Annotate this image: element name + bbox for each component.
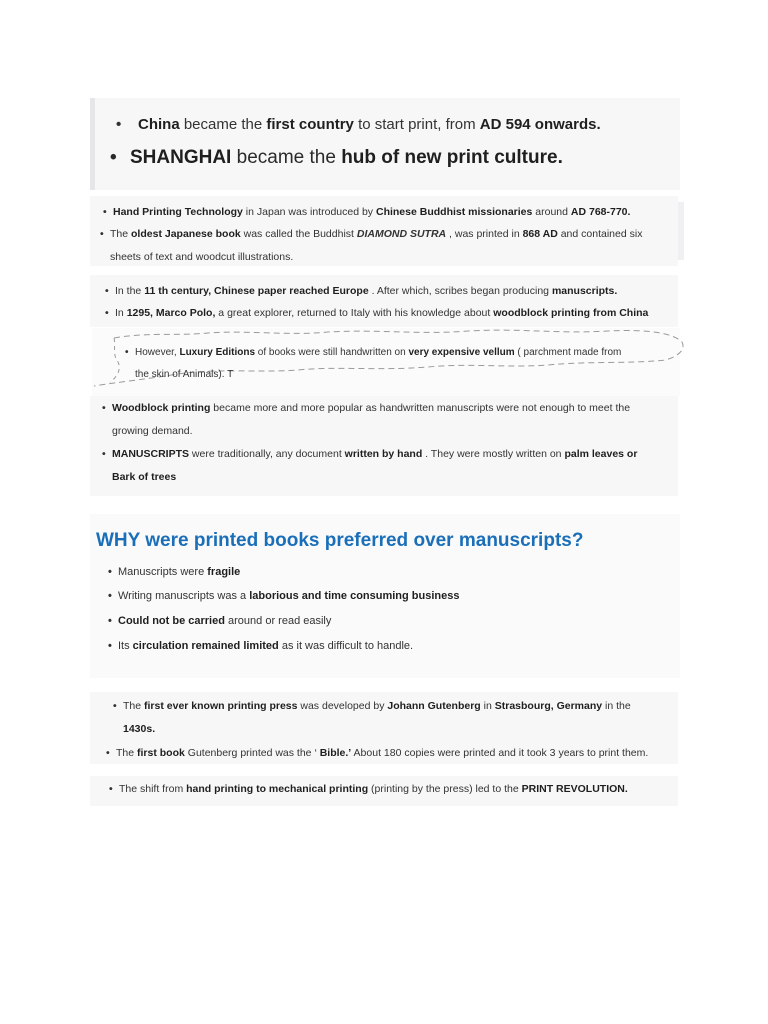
list-item	[118, 566, 240, 579]
text: However,	[135, 347, 180, 358]
hand-printing-line	[113, 206, 630, 219]
bold-text: laborious and time consuming business	[249, 590, 460, 602]
woodblock-line-cont: growing demand.	[112, 425, 193, 437]
bold-text: first ever known printing press	[144, 700, 298, 712]
text: . After which, scribes began producing	[368, 285, 552, 297]
text: Its	[118, 640, 133, 652]
text: in Japan was introduced by	[242, 206, 376, 218]
text: In the	[115, 285, 145, 297]
bold-text: hand printing to mechanical printing	[186, 783, 369, 795]
text: around or read easily	[224, 615, 332, 627]
bold-text: written by hand	[344, 448, 423, 460]
luxury-editions-line	[135, 346, 621, 359]
text: The	[123, 700, 145, 712]
china-first-country-line	[138, 116, 601, 133]
text: The	[110, 228, 132, 240]
text: About 180 copies were printed and it took 3 years to print them.	[351, 747, 649, 759]
bold-text: China	[138, 116, 180, 133]
text: around	[532, 206, 571, 218]
bold-text: Johann Gutenberg	[387, 700, 481, 712]
print-revolution-line	[119, 783, 628, 796]
bold-text: Woodblock printing	[112, 402, 211, 414]
section-heading: WHY were printed books preferred over manuscripts?	[96, 530, 584, 551]
bold-text: circulation remained limited	[132, 640, 279, 652]
bold-text: hub of new print culture.	[341, 147, 563, 168]
bold-text: palm leaves or	[564, 448, 638, 460]
manuscripts-line	[112, 448, 637, 461]
text: of books were still handwritten on	[255, 347, 409, 358]
text: Manuscripts were	[118, 566, 208, 578]
text: became more and more popular as handwritten manuscripts were not enough to meet the	[210, 402, 631, 414]
bold-text: Luxury Editions	[179, 347, 256, 358]
diamond-sutra-line	[110, 228, 642, 241]
bold-text: SHANGHAI	[130, 147, 232, 168]
text: in	[480, 700, 495, 712]
list-item	[118, 615, 331, 628]
bold-text: Hand Printing Technology	[113, 206, 243, 218]
text: became the	[231, 147, 342, 168]
bold-text: PRINT REVOLUTION.	[521, 783, 628, 795]
bold-text: AD 768-770.	[570, 206, 631, 218]
bold-italic-text: DIAMOND SUTRA	[356, 228, 447, 240]
text: (printing by the press) led to the	[368, 783, 522, 795]
text: Gutenberg printed was the ‘	[184, 747, 320, 759]
printing-press-line-cont: 1430s.	[123, 723, 156, 735]
bold-text: Chinese Buddhist missionaries	[375, 206, 533, 218]
block-edge	[90, 98, 95, 190]
text: ( parchment made from	[514, 347, 622, 358]
text: to start print, from	[353, 116, 480, 133]
bold-text: oldest Japanese book	[131, 228, 241, 240]
bold-text: manuscripts.	[551, 285, 618, 297]
manuscripts-line-cont: Bark of trees	[112, 471, 177, 483]
bold-text: vellum	[480, 347, 515, 358]
text: The	[116, 747, 138, 759]
bold-text: woodblock printing from China	[493, 307, 649, 319]
text: , was printed in	[446, 228, 523, 240]
text: was developed by	[297, 700, 388, 712]
text: and contained six	[557, 228, 643, 240]
bold-text: 11 th century, Chinese paper reached Europe	[144, 285, 369, 297]
first-book-line	[116, 747, 648, 760]
text: as it was difficult to handle.	[278, 640, 414, 652]
diamond-sutra-line-cont: sheets of text and woodcut illustrations.	[110, 251, 294, 263]
bold-text: Bible.’	[319, 747, 352, 759]
intro-block	[90, 98, 680, 190]
list-item	[118, 640, 413, 653]
luxury-editions-block	[92, 328, 680, 396]
list-item	[118, 590, 460, 603]
text: . They were mostly written on	[422, 448, 565, 460]
text: became the	[179, 116, 267, 133]
marco-polo-line	[115, 307, 648, 320]
text: In	[115, 307, 127, 319]
woodblock-line	[112, 402, 630, 415]
bold-text: MANUSCRIPTS	[112, 448, 190, 460]
bold-text: very expensive	[408, 347, 481, 358]
shanghai-hub-line	[130, 147, 563, 169]
text: The shift from	[119, 783, 187, 795]
bold-text: first book	[137, 747, 185, 759]
bold-text: Could not be carried	[118, 615, 225, 627]
bold-text: fragile	[207, 566, 241, 578]
text: was called the Buddhist	[240, 228, 357, 240]
bold-text: first country	[266, 116, 354, 133]
luxury-editions-line-cont: the skin of Animals). T	[135, 369, 234, 380]
bold-text: AD 594 onwards.	[479, 116, 601, 133]
printing-press-line	[123, 700, 631, 713]
text: in the	[602, 700, 631, 712]
bold-text: 1295, Marco Polo,	[126, 307, 216, 319]
bold-text: Strasbourg, Germany	[494, 700, 603, 712]
bold-text: 868 AD	[522, 228, 558, 240]
text: were traditionally, any document	[189, 448, 345, 460]
text: Writing manuscripts was a	[118, 590, 250, 602]
paper-europe-line	[115, 285, 617, 298]
block-edge	[678, 202, 684, 260]
text: a great explorer, returned to Italy with his knowledge about	[215, 307, 494, 319]
